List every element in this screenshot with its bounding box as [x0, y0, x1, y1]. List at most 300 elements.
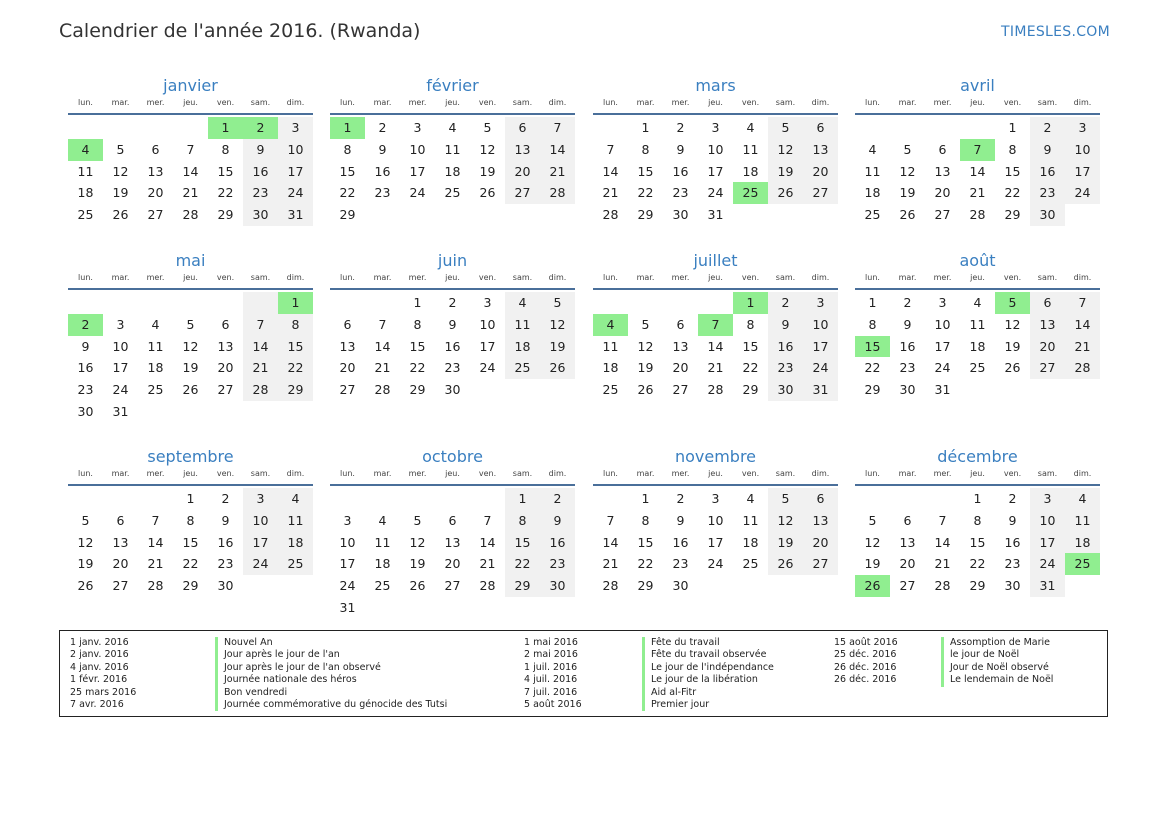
day-cell: 20	[147, 185, 164, 201]
day-cell: 3	[1065, 117, 1100, 139]
day-cell: 1	[641, 120, 650, 135]
day-cell: 31	[803, 379, 838, 401]
empty-cell	[890, 488, 925, 510]
day-cell: 21	[479, 556, 496, 572]
day-cell: 9	[221, 512, 230, 528]
day-cell: 8	[973, 512, 982, 528]
month-2	[330, 75, 575, 226]
weekday-name: mar.	[636, 98, 655, 107]
day-cell: 26	[77, 578, 94, 594]
weekday-name: mar.	[111, 469, 130, 478]
day-cell: 24	[934, 360, 951, 376]
month-4	[855, 75, 1100, 226]
holiday-date: 1 févr. 2016	[70, 674, 128, 686]
day-cell: 20	[934, 185, 951, 201]
day-cell: 21	[1065, 336, 1100, 358]
day-cell: 30	[1030, 204, 1065, 226]
day-cell: 27	[147, 207, 164, 223]
day-cell: 2	[676, 120, 685, 135]
legend-dates-col	[524, 637, 582, 711]
day-cell: 23	[217, 556, 234, 572]
day-cell: 7	[243, 314, 278, 336]
day-cell: 16	[77, 360, 94, 376]
day-cell: 22	[637, 556, 654, 572]
day-cell: 6	[676, 316, 685, 332]
empty-cell	[138, 488, 173, 510]
day-cell: 15	[969, 534, 986, 550]
day-grid	[855, 117, 1100, 226]
day-cell: 15	[409, 338, 426, 354]
day-cell: 9	[243, 139, 278, 161]
empty-cell	[243, 292, 278, 314]
empty-cell	[138, 292, 173, 314]
day-cell: 17	[243, 532, 278, 554]
day-cell: 30	[444, 382, 461, 398]
day-cell: 28	[602, 207, 619, 223]
day-cell: 6	[448, 512, 457, 528]
day-cell: 21	[374, 360, 391, 376]
weekday-name: mer.	[408, 273, 427, 282]
day-cell: 10	[1065, 139, 1100, 161]
holiday-date: 26 déc. 2016	[834, 674, 897, 686]
day-cell: 16	[768, 336, 803, 358]
day-cell: 10	[409, 141, 426, 157]
weekday-name: lun.	[340, 98, 355, 107]
weekday-name: sam.	[512, 469, 533, 478]
day-cell: 11	[1065, 510, 1100, 532]
day-cell: 26	[182, 382, 199, 398]
holiday-day: 26	[855, 575, 890, 597]
day-cell: 22	[864, 360, 881, 376]
day-cell: 19	[112, 185, 129, 201]
day-cell: 8	[186, 512, 195, 528]
month-8	[855, 250, 1100, 401]
day-cell: 7	[378, 316, 387, 332]
weekday-name: dim.	[811, 469, 830, 478]
day-cell: 19	[768, 161, 803, 183]
empty-cell	[593, 292, 628, 314]
day-cell: 14	[479, 534, 496, 550]
day-cell: 5	[413, 512, 422, 528]
day-cell: 13	[217, 338, 234, 354]
day-cell: 23	[77, 382, 94, 398]
legend-dates-col	[834, 637, 898, 687]
day-cell: 3	[938, 295, 947, 310]
weekday-name: lun.	[603, 273, 618, 282]
empty-cell	[365, 488, 400, 510]
weekday-name: dim.	[548, 469, 567, 478]
day-cell: 5	[768, 488, 803, 510]
day-cell: 7	[606, 141, 615, 157]
day-cell: 13	[803, 139, 838, 161]
weekday-name: dim.	[548, 98, 567, 107]
day-cell: 21	[147, 556, 164, 572]
weekday-name: lun.	[865, 273, 880, 282]
month-name: juin	[437, 251, 468, 270]
empty-cell	[138, 117, 173, 139]
empty-cell	[593, 117, 628, 139]
day-cell: 31	[1030, 575, 1065, 597]
holiday-name: Nouvel An	[215, 637, 447, 649]
weekday-name: sam.	[250, 273, 271, 282]
day-cell: 2	[676, 491, 685, 506]
holiday-name: Assomption de Marie	[941, 637, 1053, 649]
holiday-name: Journée nationale des héros	[215, 674, 447, 686]
day-cell: 8	[868, 316, 877, 332]
empty-cell	[470, 488, 505, 510]
holiday-day: 25	[733, 182, 768, 204]
month-5	[68, 250, 313, 423]
weekday-name: ven.	[216, 469, 235, 478]
day-cell: 4	[278, 488, 313, 510]
day-cell: 18	[147, 360, 164, 376]
month-name: septembre	[147, 447, 234, 466]
day-cell: 8	[505, 510, 540, 532]
day-cell: 25	[505, 357, 540, 379]
month-9	[68, 446, 313, 597]
day-cell: 16	[1004, 534, 1021, 550]
day-cell: 9	[1008, 512, 1017, 528]
day-cell: 10	[707, 512, 724, 528]
day-cell: 19	[409, 556, 426, 572]
day-cell: 31	[339, 599, 356, 615]
day-cell: 10	[934, 316, 951, 332]
holiday-day: 2	[243, 117, 278, 139]
weekday-name: mar.	[636, 273, 655, 282]
day-cell: 11	[969, 316, 986, 332]
day-cell: 25	[969, 360, 986, 376]
empty-cell	[400, 488, 435, 510]
day-cell: 22	[1004, 185, 1021, 201]
day-cell: 20	[899, 556, 916, 572]
day-cell: 27	[339, 382, 356, 398]
day-cell: 22	[278, 357, 313, 379]
empty-cell	[855, 117, 890, 139]
month-11	[593, 446, 838, 597]
day-grid	[593, 117, 838, 226]
holiday-day: 7	[960, 139, 995, 161]
brand-link[interactable]: TIMESLES.COM	[1001, 24, 1110, 40]
weekday-name: mar.	[373, 469, 392, 478]
day-cell: 18	[742, 163, 759, 179]
day-cell: 27	[934, 207, 951, 223]
weekday-header	[855, 272, 1100, 290]
day-cell: 4	[746, 120, 755, 135]
weekday-name: mar.	[373, 273, 392, 282]
day-cell: 12	[540, 314, 575, 336]
weekday-name: sam.	[250, 98, 271, 107]
weekday-name: mer.	[146, 98, 165, 107]
day-cell: 15	[278, 336, 313, 358]
day-cell: 2	[1008, 491, 1017, 506]
day-cell: 28	[1065, 357, 1100, 379]
day-cell: 21	[182, 185, 199, 201]
holiday-date: 15 août 2016	[834, 637, 898, 648]
holiday-name: Jour après le jour de l'an	[215, 649, 447, 661]
weekday-name: lun.	[340, 469, 355, 478]
day-cell: 30	[217, 578, 234, 594]
day-cell: 27	[803, 553, 838, 575]
day-cell: 8	[221, 141, 230, 157]
day-cell: 11	[864, 163, 881, 179]
day-grid	[330, 292, 575, 401]
day-cell: 28	[969, 207, 986, 223]
day-cell: 29	[182, 578, 199, 594]
holiday-day: 1	[208, 117, 243, 139]
day-cell: 1	[186, 491, 195, 506]
day-cell: 8	[641, 141, 650, 157]
day-cell: 7	[1065, 292, 1100, 314]
day-cell: 21	[602, 185, 619, 201]
day-grid	[593, 488, 838, 597]
day-cell: 29	[637, 207, 654, 223]
day-cell: 24	[1065, 182, 1100, 204]
day-cell: 13	[672, 338, 689, 354]
day-cell: 18	[374, 556, 391, 572]
day-cell: 18	[444, 163, 461, 179]
day-cell: 17	[803, 336, 838, 358]
weekday-header	[330, 272, 575, 290]
empty-cell	[103, 117, 138, 139]
day-cell: 13	[444, 534, 461, 550]
day-cell: 7	[483, 512, 492, 528]
day-cell: 30	[899, 382, 916, 398]
month-name: janvier	[163, 76, 218, 95]
month-name: avril	[960, 76, 995, 95]
weekday-name: mar.	[636, 469, 655, 478]
day-cell: 25	[374, 578, 391, 594]
day-cell: 10	[278, 139, 313, 161]
day-cell: 19	[1004, 338, 1021, 354]
weekday-name: ven.	[216, 273, 235, 282]
weekday-name: ven.	[1003, 98, 1022, 107]
day-cell: 26	[899, 207, 916, 223]
holiday-name: Jour après le jour de l'an observé	[215, 662, 447, 674]
day-cell: 1	[868, 295, 877, 310]
day-grid	[593, 292, 838, 401]
day-cell: 8	[641, 512, 650, 528]
day-cell: 6	[505, 117, 540, 139]
legend-names-col	[215, 637, 447, 711]
day-cell: 4	[1065, 488, 1100, 510]
month-7	[593, 250, 838, 401]
weekday-name: dim.	[1073, 273, 1092, 282]
day-cell: 28	[540, 182, 575, 204]
weekday-name: jeu.	[970, 273, 985, 282]
day-cell: 19	[182, 360, 199, 376]
legend-names-col	[642, 637, 774, 711]
day-cell: 29	[864, 382, 881, 398]
day-cell: 4	[868, 141, 877, 157]
day-cell: 3	[278, 117, 313, 139]
day-cell: 24	[409, 185, 426, 201]
day-cell: 2	[1030, 117, 1065, 139]
weekday-header	[68, 97, 313, 115]
day-cell: 10	[707, 141, 724, 157]
day-cell: 30	[77, 403, 94, 419]
month-6	[330, 250, 575, 401]
weekday-name: sam.	[775, 469, 796, 478]
weekday-name: lun.	[865, 469, 880, 478]
day-cell: 19	[899, 185, 916, 201]
weekday-name: lun.	[78, 469, 93, 478]
day-cell: 23	[540, 553, 575, 575]
weekday-header	[330, 468, 575, 486]
day-cell: 12	[1004, 316, 1021, 332]
day-cell: 23	[444, 360, 461, 376]
day-cell: 17	[934, 338, 951, 354]
empty-cell	[435, 488, 470, 510]
day-cell: 15	[505, 532, 540, 554]
weekday-name: ven.	[478, 98, 497, 107]
weekday-name: dim.	[811, 273, 830, 282]
weekday-name: lun.	[340, 273, 355, 282]
empty-cell	[330, 292, 365, 314]
day-cell: 17	[339, 556, 356, 572]
day-cell: 11	[77, 163, 94, 179]
day-cell: 17	[1065, 161, 1100, 183]
day-cell: 27	[899, 578, 916, 594]
day-cell: 2	[540, 488, 575, 510]
day-cell: 16	[444, 338, 461, 354]
weekday-name: jeu.	[708, 98, 723, 107]
day-cell: 26	[112, 207, 129, 223]
day-cell: 26	[540, 357, 575, 379]
day-cell: 9	[903, 316, 912, 332]
holiday-name: Jour de Noël observé	[941, 662, 1053, 674]
day-cell: 28	[707, 382, 724, 398]
holiday-name: le jour de Noël	[941, 649, 1053, 661]
weekday-name: mar.	[898, 273, 917, 282]
day-cell: 11	[742, 512, 759, 528]
empty-cell	[925, 488, 960, 510]
day-cell: 22	[505, 553, 540, 575]
day-cell: 28	[479, 578, 496, 594]
day-grid	[68, 117, 313, 226]
day-cell: 2	[903, 295, 912, 310]
day-cell: 27	[444, 578, 461, 594]
day-cell: 23	[243, 182, 278, 204]
month-1	[68, 75, 313, 226]
weekday-name: jeu.	[445, 273, 460, 282]
day-cell: 13	[112, 534, 129, 550]
holiday-date: 1 janv. 2016	[70, 637, 129, 648]
empty-cell	[960, 117, 995, 139]
day-cell: 16	[672, 534, 689, 550]
weekday-name: mer.	[146, 469, 165, 478]
day-cell: 12	[409, 534, 426, 550]
day-cell: 28	[243, 379, 278, 401]
holiday-day: 25	[1065, 553, 1100, 575]
day-cell: 12	[182, 338, 199, 354]
day-cell: 9	[768, 314, 803, 336]
holiday-legend	[59, 630, 1108, 717]
day-cell: 17	[1030, 532, 1065, 554]
empty-cell	[663, 292, 698, 314]
weekday-name: mar.	[898, 469, 917, 478]
day-cell: 3	[483, 295, 492, 310]
day-cell: 8	[278, 314, 313, 336]
day-cell: 25	[147, 382, 164, 398]
day-cell: 3	[711, 120, 720, 135]
day-cell: 12	[899, 163, 916, 179]
weekday-name: dim.	[286, 273, 305, 282]
holiday-name: Journée commémorative du génocide des Tutsi	[215, 699, 447, 711]
month-name: mars	[695, 76, 736, 95]
day-cell: 21	[540, 161, 575, 183]
day-cell: 21	[602, 556, 619, 572]
day-cell: 6	[903, 512, 912, 528]
day-cell: 20	[672, 360, 689, 376]
day-cell: 21	[969, 185, 986, 201]
day-cell: 26	[409, 578, 426, 594]
empty-cell	[698, 292, 733, 314]
weekday-name: sam.	[1037, 273, 1058, 282]
day-cell: 16	[374, 163, 391, 179]
day-cell: 14	[602, 163, 619, 179]
day-cell: 30	[243, 204, 278, 226]
month-name: novembre	[674, 447, 757, 466]
day-cell: 2	[378, 120, 387, 135]
day-cell: 14	[1065, 314, 1100, 336]
day-cell: 12	[112, 163, 129, 179]
day-cell: 21	[707, 360, 724, 376]
day-cell: 4	[505, 292, 540, 314]
day-cell: 25	[864, 207, 881, 223]
day-cell: 11	[147, 338, 164, 354]
empty-cell	[365, 292, 400, 314]
empty-cell	[890, 117, 925, 139]
day-cell: 15	[637, 534, 654, 550]
day-cell: 14	[540, 139, 575, 161]
holiday-name: Le jour de l'indépendance	[642, 662, 774, 674]
weekday-header	[593, 97, 838, 115]
holiday-date: 25 mars 2016	[70, 686, 137, 698]
day-cell: 13	[899, 534, 916, 550]
weekday-name: sam.	[250, 469, 271, 478]
day-cell: 19	[864, 556, 881, 572]
day-cell: 19	[77, 556, 94, 572]
weekday-name: mer.	[408, 469, 427, 478]
day-cell: 24	[278, 182, 313, 204]
day-cell: 26	[637, 382, 654, 398]
holiday-day: 7	[698, 314, 733, 336]
weekday-name: ven.	[741, 98, 760, 107]
day-cell: 13	[934, 163, 951, 179]
holiday-day: 5	[995, 292, 1030, 314]
day-cell: 15	[637, 163, 654, 179]
day-cell: 3	[803, 292, 838, 314]
weekday-name: jeu.	[708, 469, 723, 478]
month-name: février	[426, 76, 479, 95]
holiday-day: 2	[68, 314, 103, 336]
day-cell: 5	[483, 120, 492, 135]
legend-dates-col	[70, 637, 136, 711]
holiday-day: 15	[855, 336, 890, 358]
month-name: août	[959, 251, 996, 270]
day-cell: 30	[768, 379, 803, 401]
empty-cell	[925, 117, 960, 139]
day-cell: 16	[217, 534, 234, 550]
month-name: décembre	[937, 447, 1018, 466]
day-cell: 31	[707, 207, 724, 223]
day-cell: 31	[278, 204, 313, 226]
day-grid	[68, 292, 313, 423]
day-cell: 19	[479, 163, 496, 179]
holiday-name: Premier jour	[642, 699, 774, 711]
day-cell: 14	[243, 336, 278, 358]
weekday-name: mer.	[671, 273, 690, 282]
